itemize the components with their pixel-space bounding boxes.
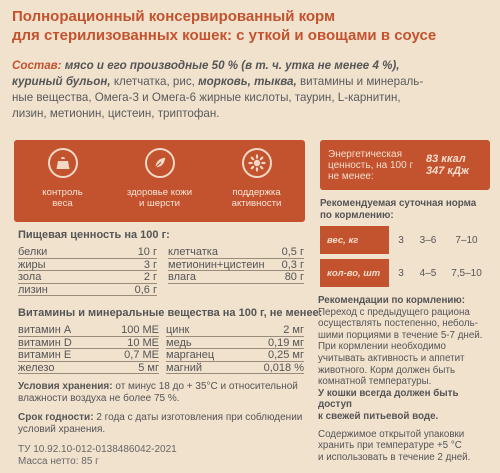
shelf-text-1: 2 года с даты изготовления при соблюдении (96, 412, 303, 423)
vitamin-row (166, 362, 304, 375)
vitamin-value: 5 мг (138, 361, 159, 374)
shelf-text-2: условий хранения. (18, 424, 106, 435)
nutrition-value: 2 г (143, 271, 157, 283)
vitamin-value: 100 МЕ (121, 324, 159, 336)
nutrition-value: 0,5 г (281, 246, 304, 258)
energy-label-2: ценность, на 100 г (328, 159, 414, 171)
vitamin-row (18, 337, 159, 350)
benefit-weight-label-1: контроль (42, 187, 83, 198)
benefit-weight-label-2: веса (52, 198, 73, 209)
vitamins-right (166, 324, 304, 374)
composition-text-4: лизин, метионин, цистеин, триптофан. (12, 107, 220, 120)
nutrition-row (18, 246, 157, 259)
storage-conditions (18, 381, 308, 405)
vitamin-value: 0,19 мг (267, 336, 304, 349)
vitamin-key: цинк (166, 324, 190, 336)
vitamin-key: марганец (166, 349, 215, 361)
recommendations-p1-line: шими порциями в течение 5-7 дней. (318, 329, 483, 341)
nutrition-row (18, 284, 157, 297)
nutrition-key: клетчатка (168, 246, 218, 258)
vitamins-left (18, 324, 159, 374)
product-title (12, 7, 492, 45)
title-line-2: для стерилизованных кошек: с уткой и овощами в соусе (12, 27, 437, 44)
vitamin-row (166, 324, 304, 337)
energy-kj: 347 кДж (426, 165, 470, 177)
nutrition-row (168, 259, 304, 272)
norm-header-count: кол-во, шт (320, 259, 389, 287)
recommendations-p2-line: У кошки всегда должен быть доступ (318, 387, 459, 411)
vitamin-value: 0,25 мг (267, 349, 304, 361)
norm-cell: 7,5–10 (451, 267, 482, 279)
benefits-panel (14, 140, 305, 222)
benefit-skin-label-1: здоровье кожи (126, 187, 193, 198)
nutrition-key: влага (168, 271, 197, 283)
norm-cell: 3–6 (419, 234, 437, 246)
recommendations-p2-line: к свежей питьевой воде. (318, 410, 439, 422)
recommendations-p1-line: учитывать активность и аппетит (318, 352, 465, 364)
net-mass: Масса нетто: 85 г (18, 456, 99, 467)
storage-text-1: от минус 18 до + 35°С и относительной (115, 381, 298, 392)
vitamin-row (166, 337, 304, 350)
norm-title-2: по кормлению: (320, 210, 394, 221)
vitamin-key: витамин А (18, 324, 72, 336)
nutrition-key: лизин (18, 283, 48, 296)
recommendations-p1-line: При кормлении необходимо (318, 341, 446, 353)
leaf-icon (145, 148, 175, 178)
norm-row-count (320, 259, 490, 287)
recommendations-p1-line: животного. Корм должен быть (318, 364, 456, 376)
storage-label: Условия хранения: (18, 381, 113, 392)
nutrition-right (168, 246, 304, 284)
vitamin-key: железо (18, 361, 55, 374)
vitamin-row (18, 349, 159, 362)
composition-bold-3: морковь, тыква, (198, 75, 297, 88)
composition-label: Состав: (12, 59, 62, 72)
composition-bold-2: куриный бульон, (12, 75, 111, 88)
nutrition-key: метионин+цистеин (168, 258, 265, 271)
recommendations-p3-line: хранить при температуре +5 °С (318, 440, 462, 452)
vitamin-key: магний (166, 361, 203, 374)
vitamin-key: медь (166, 336, 192, 349)
energy-label-3: не менее: (328, 170, 374, 182)
sun-icon (242, 148, 272, 178)
composition-text-2: витамины и минераль- (299, 75, 424, 88)
norm-header-weight: вес, кг (320, 226, 389, 254)
vitamin-row (18, 324, 159, 337)
benefit-weight (14, 140, 111, 222)
nutrition-value: 0,6 г (134, 283, 157, 296)
nutrition-value: 0,3 г (281, 258, 304, 271)
norm-row-weight (320, 226, 490, 254)
recommendations-p1-line: комнатной температуры. (318, 376, 432, 388)
energy-values (426, 153, 469, 177)
recommendations-p3-line: Содержимое открытой упаковки (318, 428, 465, 440)
norm-cell: 3 (398, 267, 404, 279)
benefit-activity-label-2: активности (231, 198, 282, 209)
vitamin-value: 0,018 % (263, 361, 304, 374)
composition-text-3: ные вещества, Омега-3 и Омега-6 жирные кислоты, таурин, L-карнитин, (12, 91, 401, 104)
nutrition-row (168, 271, 304, 284)
nutrition-key: жиры (18, 258, 46, 271)
shelf-label: Срок годности: (18, 412, 94, 423)
weight-icon (48, 148, 78, 178)
composition-text-1: клетчатка, рис, (113, 75, 195, 88)
nutrition-value: 10 г (137, 246, 157, 258)
nutrition-value: 80 г (284, 271, 304, 283)
recommendations-p1-line: Переход с предыдущего рациона (318, 306, 470, 318)
vitamin-row (166, 349, 304, 362)
vitamin-key: витамин Е (18, 349, 72, 361)
recommendations-p1-line: осуществлять постепенно, неболь- (318, 318, 478, 330)
norm-table (320, 226, 490, 292)
recommendations-title: Рекомендации по кормлению: (318, 295, 466, 306)
benefit-activity-label-1: поддержка (232, 187, 281, 198)
benefit-skin-label-2: и шерсти (139, 198, 180, 209)
nutrition-row (168, 246, 304, 259)
nutrition-key: зола (18, 271, 42, 283)
energy-label-1: Энергетическая (328, 148, 402, 160)
nutrition-row (18, 259, 157, 272)
footer (18, 444, 308, 468)
composition-bold-1: мясо и его производные 50 % (в т. ч. утка не менее 4 %), (64, 59, 400, 72)
vitamin-key: витамин D (18, 336, 72, 349)
norm-cell: 7–10 (455, 234, 478, 246)
nutrition-value: 3 г (143, 258, 157, 271)
benefit-skin (111, 140, 208, 222)
composition (12, 58, 490, 122)
vitamins-title: Витамины и минеральные вещества на 100 г, не менее: (18, 307, 323, 319)
vitamin-value: 10 МЕ (127, 336, 159, 349)
title-line-1: Полнорационный консервированный корм (12, 8, 336, 25)
recommendations (318, 295, 490, 463)
vitamin-value: 2 мг (283, 324, 304, 336)
vitamin-row (18, 362, 159, 375)
norm-title-1: Рекомендуемая суточная норма (320, 198, 477, 209)
energy-box (320, 140, 490, 190)
nutrition-title: Пищевая ценность на 100 г: (18, 229, 170, 241)
recommendations-p3-line: и использовать в течение 2 дней. (318, 451, 471, 463)
energy-kcal: 83 ккал (426, 153, 466, 165)
norm-title (320, 198, 490, 222)
nutrition-row (18, 271, 157, 284)
shelf-life (18, 412, 308, 436)
vitamin-value: 0,7 МЕ (124, 349, 159, 361)
norm-cell: 3 (398, 234, 404, 246)
tu-code: ТУ 10.92.10-012-0138486042-2021 (18, 444, 177, 455)
nutrition-left (18, 246, 157, 296)
nutrition-key: белки (18, 246, 48, 258)
energy-label (328, 149, 426, 182)
storage-text-2: влажности воздуха не более 75 %. (18, 393, 180, 404)
norm-cell: 4–5 (419, 267, 437, 279)
benefit-activity (208, 140, 305, 222)
